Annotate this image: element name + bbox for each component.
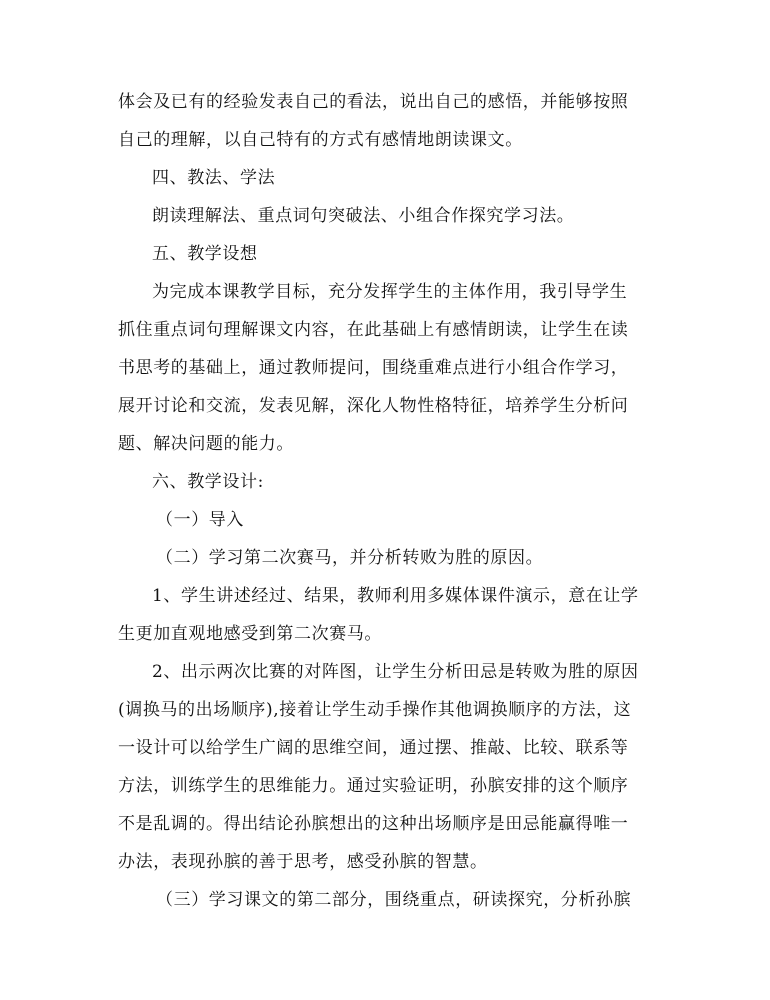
text-line: 题、解决问题的能力。 [118, 434, 294, 454]
text-line: 一设计可以给学生广阔的思维空间，通过摆、推敲、比较、联系等 [118, 738, 629, 758]
subsection-heading: （一）导入 [156, 510, 244, 530]
text-line: 生更加直观地感受到第二次赛马。 [118, 624, 382, 644]
text-line: 方法，训练学生的思维能力。通过实验证明，孙膑安排的这个顺序 [118, 776, 629, 796]
text-line: 抓住重点词句理解课文内容，在此基础上有感情朗读，让学生在读 [118, 320, 629, 340]
section-heading: 五、教学设想 [152, 244, 258, 264]
text-line: 展开讨论和交流，发表见解，深化人物性格特征，培养学生分析问 [118, 396, 629, 416]
text-line: 为完成本课教学目标，充分发挥学生的主体作用，我引导学生 [152, 282, 628, 302]
section-heading: 四、教法、学法 [152, 168, 276, 188]
text-line: 1、学生讲述经过、结果，教师利用多媒体课件演示，意在让学 [152, 586, 639, 606]
text-line: 书思考的基础上，通过教师提问，围绕重难点进行小组合作学习， [118, 358, 629, 378]
text-line: 朗读理解法、重点词句突破法、小组合作探究学习法。 [152, 206, 575, 226]
subsection-heading: （三）学习课文的第二部分，围绕重点，研读探究，分析孙膑 [156, 890, 632, 910]
text-line: 不是乱调的。得出结论孙膑想出的这种出场顺序是田忌能赢得唯一 [118, 814, 629, 834]
subsection-heading: （二）学习第二次赛马，并分析转败为胜的原因。 [156, 548, 544, 568]
text-line: 2、出示两次比赛的对阵图，让学生分析田忌是转败为胜的原因 [152, 662, 639, 682]
text-line: 办法，表现孙膑的善于思考，感受孙膑的智慧。 [118, 852, 488, 872]
section-heading: 六、教学设计: [152, 472, 264, 492]
text-line: 自己的理解，以自己特有的方式有感情地朗读课文。 [118, 130, 523, 150]
text-line: (调换马的出场顺序),接着让学生动手操作其他调换顺序的方法，这 [118, 700, 632, 720]
text-line: 体会及已有的经验发表自己的看法，说出自己的感悟，并能够按照 [118, 92, 629, 112]
